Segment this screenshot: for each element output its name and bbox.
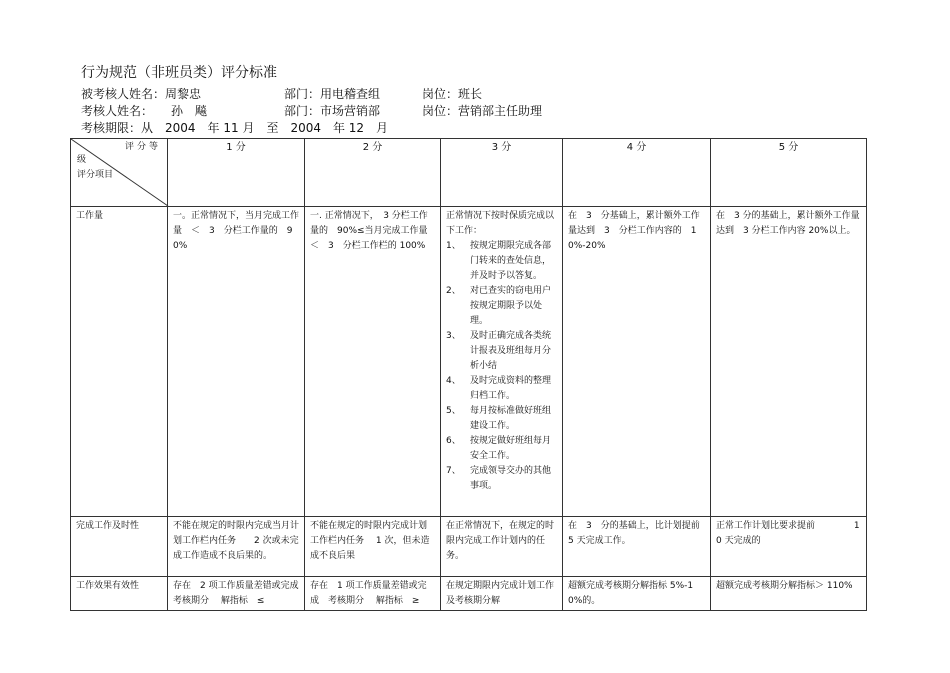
list-item: 3、 及时正确完成各类统计报表及班组每月分析小结 — [446, 331, 552, 371]
list-item: 6、 按规定做好班组每月安全工作。 — [446, 436, 552, 461]
examinee-post: 岗位：班长 — [422, 87, 483, 101]
table-row-effectiveness — [71, 577, 867, 611]
timeliness-grade-2: 不能在规定的时限内完成计划工作栏内任务 1 次，但未造成不良后果 — [305, 517, 441, 577]
assessment-period: 考核期限：从 2004 年 11 月 至 2004 年 12 月 — [81, 121, 389, 135]
workload-grade-5: 在 3 分的基础上，累计额外工作量达到 3 分栏工作内容 20%以上。 — [711, 207, 867, 517]
table-row-workload — [71, 207, 867, 517]
examinee-dept: 部门：用电稽查组 — [284, 87, 381, 101]
effectiveness-grade-3: 在规定期限内完成计划工作及考核期分解 — [441, 577, 563, 611]
list-item: 7、 完成领导交办的其他事项。 — [446, 466, 552, 491]
effectiveness-grade-2: 存在 1 项工作质量差错或完成 考核期分 解指标 ≥ — [305, 577, 441, 611]
table-row-timeliness — [71, 517, 867, 577]
examinee-name: 被考核人姓名：周黎忠 — [81, 87, 202, 101]
corner-label-grade-cont: 级 — [77, 155, 87, 165]
workload-grade-3 — [441, 207, 563, 517]
effectiveness-grade-1: 存在 2 项工作质量差错或完成 考核期分 解指标 ≤ — [168, 577, 305, 611]
scoring-table — [70, 138, 867, 611]
timeliness-grade-5: 正常工作计划比要求提前 10 天完成的 — [711, 517, 867, 577]
timeliness-grade-3: 在正常情况下，在规定的时限内完成工作计划内的任务。 — [441, 517, 563, 577]
list-item: 2、 对已查实的窃电用户按规定期限予以处理。 — [446, 286, 552, 326]
row-label-workload: 工作量 — [71, 207, 168, 517]
corner-label-grade: 评分等 — [124, 142, 161, 152]
document-title: 行为规范（非班员类）评分标准 — [81, 65, 277, 81]
grade-header-3: 3 分 — [441, 139, 563, 207]
corner-header-cell — [71, 139, 168, 207]
grade-header-5: 5 分 — [711, 139, 867, 207]
examiner-dept: 部门：市场营销部 — [284, 104, 381, 118]
effectiveness-grade-5: 超额完成考核期分解指标＞ 110% — [711, 577, 867, 611]
examiner-post: 岗位：营销部主任助理 — [422, 104, 543, 118]
examiner-name: 考核人姓名： 孙 飚 — [81, 104, 208, 118]
list-item: 1、 按规定期限完成各部门转来的查处信息，并及时予以答复。 — [446, 241, 552, 281]
timeliness-grade-4: 在 3 分的基础上，比计划提前 5 天完成工作。 — [563, 517, 711, 577]
grade-header-4: 4 分 — [563, 139, 711, 207]
grade-header-2: 2 分 — [305, 139, 441, 207]
workload-grade-4: 在 3 分基础上，累计额外工作量达到 3 分栏工作内容的 10%-20% — [563, 207, 711, 517]
effectiveness-grade-4: 超额完成考核期分解指标 5%-10%的。 — [563, 577, 711, 611]
corner-label-item: 评分项目 — [77, 170, 114, 180]
workload-grade-2: 一. 正常情况下， 3 分栏工作量的 90%≤当月完成工作量＜ 3 分栏工作栏的 100% — [305, 207, 441, 517]
workload-grade-3-intro: 正常情况下按时保质完成以下工作： — [446, 211, 555, 236]
workload-task-list — [446, 239, 557, 494]
timeliness-grade-1: 不能在规定的时限内完成当月计划工作栏内任务 2 次或未完成工作造成不良后果的。 — [168, 517, 305, 577]
row-label-timeliness: 完成工作及时性 — [71, 517, 168, 577]
row-label-effectiveness: 工作效果有效性 — [71, 577, 168, 611]
grade-header-1: 1 分 — [168, 139, 305, 207]
workload-grade-1: 一。正常情况下，当月完成工作量 ＜ 3 分栏工作量的 90% — [168, 207, 305, 517]
list-item: 5、 每月按标准做好班组建设工作。 — [446, 406, 552, 431]
list-item: 4、 及时完成资料的整理归档工作。 — [446, 376, 552, 401]
table-header-row — [71, 139, 867, 207]
